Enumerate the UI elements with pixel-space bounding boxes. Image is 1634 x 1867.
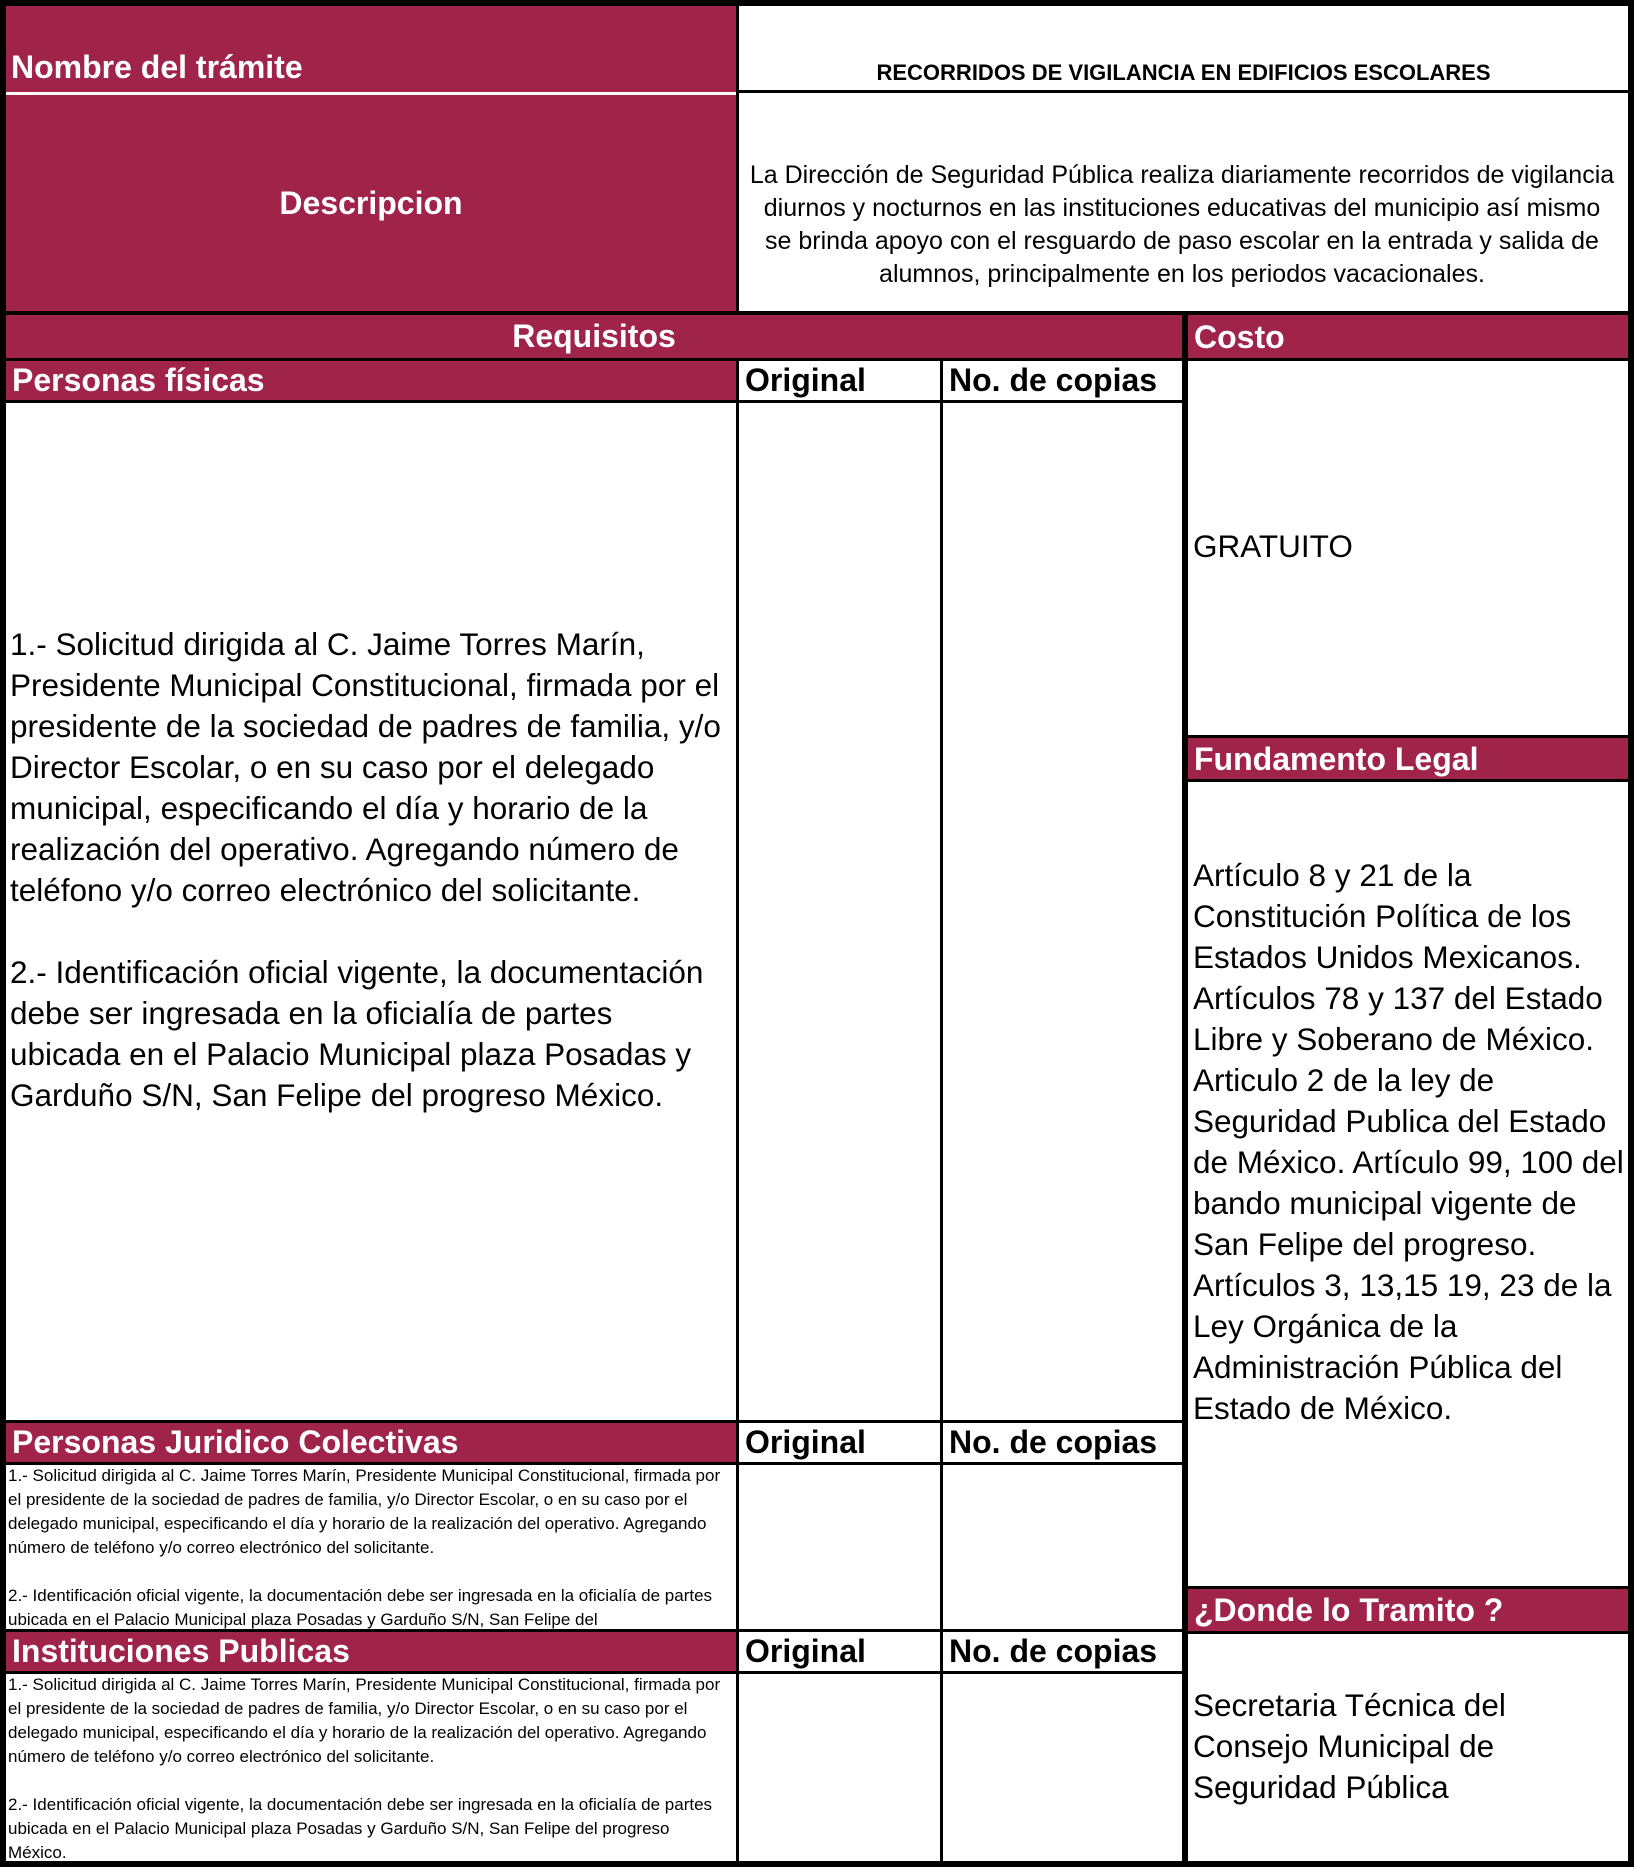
tramite-name-label-cell [6, 6, 736, 92]
divider [6, 1629, 1182, 1632]
divider [6, 1420, 1182, 1423]
ip-copies-header [943, 1632, 1182, 1672]
personas-fisicas-label: Personas físicas [12, 362, 265, 398]
costo-header [1188, 315, 1628, 358]
divider [736, 6, 739, 311]
donde-label: ¿Donde lo Tramito ? [1194, 1592, 1504, 1628]
personas-juridicas-text: 1.- Solicitud dirigida al C. Jaime Torres Marín, Presidente Municipal Constitucional, firmada por el presidente de la sociedad de padres de familia, y/o Director Escolar, o en su caso por el delegado municipal, especificando el día y horario de la realización del operativo. Agregando número de teléfono y/o correo electrónico del solicitante. 2.- Identificación oficial vigente, la documentación debe ser ingresada en la oficialía de partes ubicada en el Palacio Municipal plaza Posadas y Garduño S/N, San Felipe del [8, 1466, 721, 1629]
divider [6, 311, 1628, 315]
divider [736, 90, 1628, 93]
pf-original-header [739, 361, 940, 401]
divider [6, 358, 1628, 361]
donde-header [1188, 1589, 1628, 1631]
pf-copies-header [943, 361, 1182, 401]
fundamento-label: Fundamento Legal [1194, 741, 1479, 777]
pj-copies-header [943, 1423, 1182, 1463]
divider [1188, 735, 1628, 738]
ip-copies-label: No. de copias [949, 1633, 1158, 1669]
requisitos-header [6, 315, 1182, 358]
instituciones-text: 1.- Solicitud dirigida al C. Jaime Torres Marín, Presidente Municipal Constitucional, firmada por el presidente de la sociedad de padres de familia, y/o Director Escolar, o en su caso por el delegado municipal, especificando el día y horario de la realización del operativo. Agregando número de teléfono y/o correo electrónico del solicitante. 2.- Identificación oficial vigente, la documentación debe ser ingresada en la oficialía de partes ubicada en el Palacio Municipal plaza Posadas y Garduño S/N, San Felipe del progreso México. [8, 1675, 721, 1861]
instituciones-label: Instituciones Publicas [12, 1633, 350, 1669]
divider [1188, 1586, 1628, 1589]
ip-original-label: Original [745, 1633, 866, 1669]
personas-juridicas-label: Personas Juridico Colectivas [12, 1424, 459, 1460]
divider [1182, 315, 1188, 1861]
tramite-name-value: RECORRIDOS DE VIGILANCIA EN EDIFICIOS ESCOLARES [876, 60, 1491, 85]
fundamento-header [1188, 738, 1628, 780]
tramite-name-label: Nombre del trámite [11, 49, 303, 85]
pf-original-label: Original [745, 362, 866, 398]
personas-fisicas-text: 1.- Solicitud dirigida al C. Jaime Torres Marín, Presidente Municipal Constitucional, firmada por el presidente de la sociedad de padres de familia, y/o Director Escolar, o en su caso por el delegado municipal, especificando el día y horario de la realización del operativo. Agregando número de teléfono y/o correo electrónico del solicitante. 2.- Identificación oficial vigente, la documentación debe ser ingresada en la oficialía de partes ubicada en el Palacio Municipal plaza Posadas y Garduño S/N, San Felipe del progreso México. [10, 626, 721, 1113]
donde-text: Secretaria Técnica del Consejo Municipal de Seguridad Pública [1193, 1687, 1506, 1805]
divider [940, 358, 943, 1861]
costo-label: Costo [1194, 319, 1285, 355]
pf-copies-label: No. de copias [949, 362, 1158, 398]
requisitos-title: Requisitos [512, 318, 676, 354]
divider [6, 1671, 1182, 1674]
pj-copies-label: No. de copias [949, 1424, 1158, 1460]
instituciones-header [6, 1632, 736, 1672]
ip-text-clip [8, 1673, 734, 1861]
personas-juridicas-header [6, 1423, 736, 1463]
fundamento-text: Artículo 8 y 21 de la Constitución Política de los Estados Unidos Mexicanos. Artículos 78 y 137 del Estado Libre y Soberano de México. Articulo 2 de la ley de Seguridad Publica del Estado de México. Artículo 99, 100 del bando municipal vigente de San Felipe del progreso. Artículos 3, 13,15 19, 23 de la Ley Orgánica de la Administración Pública del Estado de México. [1193, 857, 1624, 1426]
divider [1188, 779, 1628, 782]
description-label-cell [6, 95, 736, 311]
divider [1188, 1631, 1628, 1634]
ip-original-header [739, 1632, 940, 1672]
costo-value: GRATUITO [1193, 528, 1353, 564]
pj-original-header [739, 1423, 940, 1463]
divider [6, 1462, 1182, 1465]
pj-original-label: Original [745, 1424, 866, 1460]
divider [736, 358, 739, 1861]
personas-fisicas-header [6, 361, 736, 401]
divider [6, 400, 1182, 403]
tramite-name-value-cell [739, 6, 1628, 92]
pj-text-clip [8, 1464, 734, 1630]
description-value: La Dirección de Seguridad Pública realiza diariamente recorridos de vigilancia diurnos y nocturnos en las instituciones educativas del municipio así mismo se brinda apoyo con el resguardo de paso escolar en la entrada y salida de alumnos, principalmente en los periodos vacacionales. [749, 161, 1615, 288]
description-value-cell [748, 140, 1616, 310]
description-label: Descripcion [279, 184, 463, 221]
